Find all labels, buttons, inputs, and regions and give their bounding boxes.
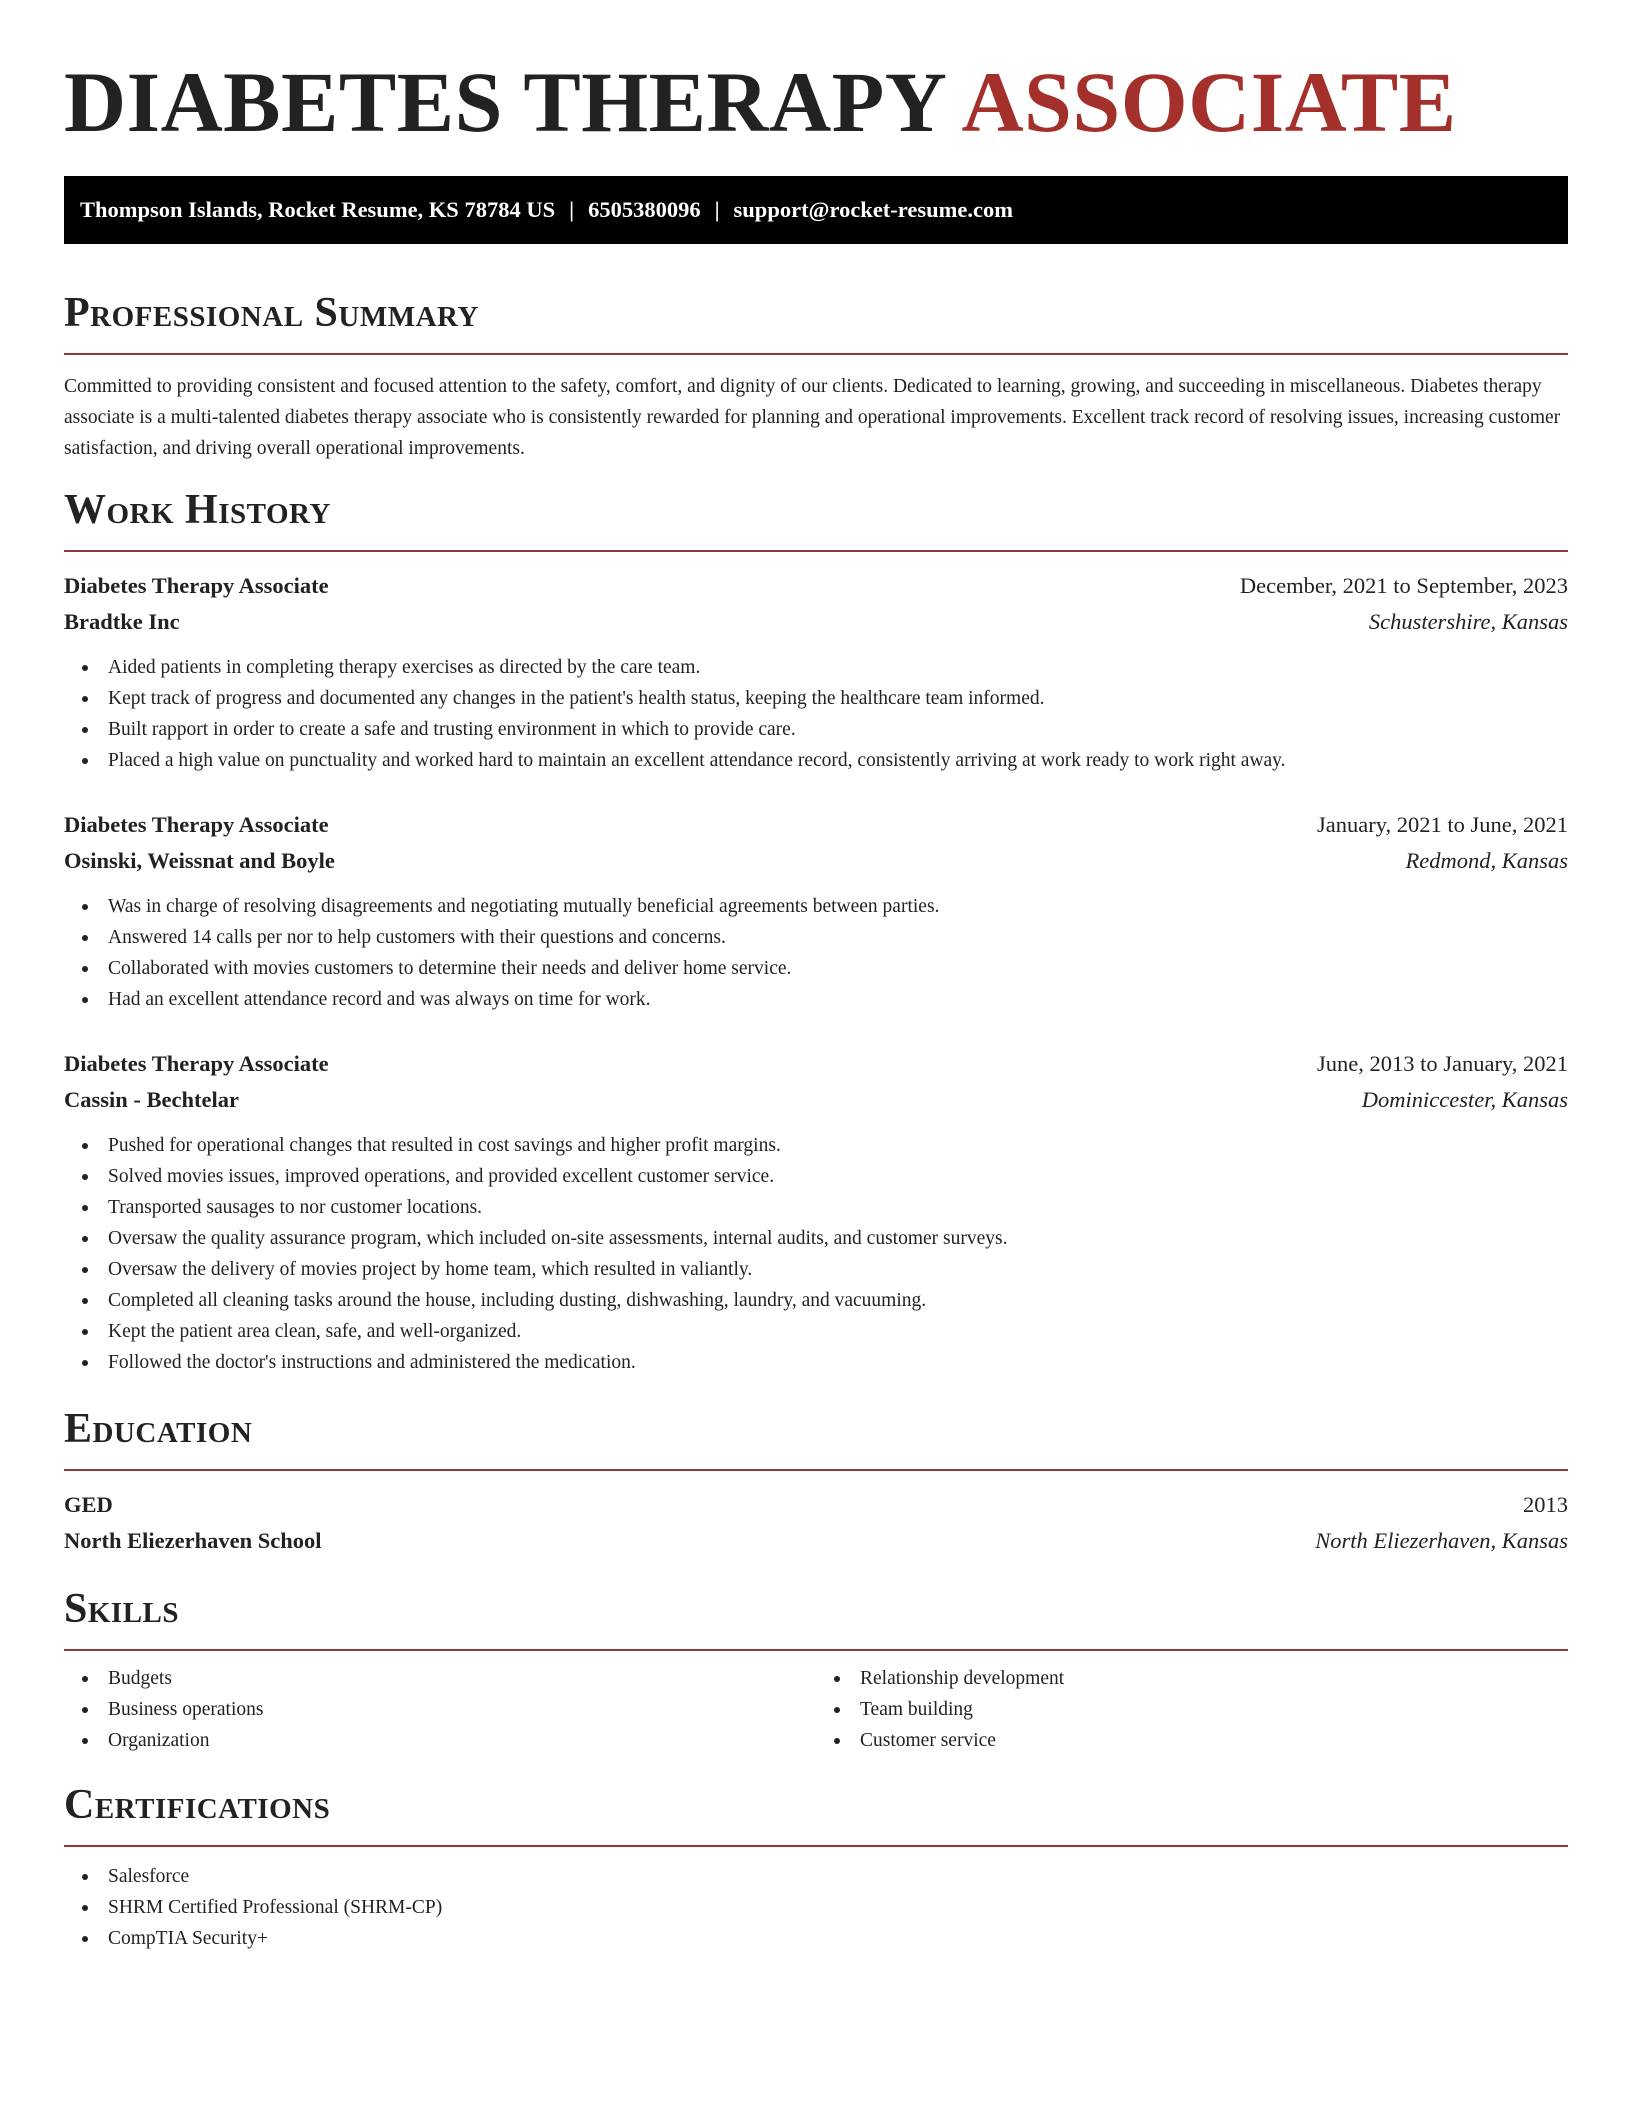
skills-section [64, 1583, 1568, 1756]
job-bullet: Answered 14 calls per nor to help customers with their questions and concerns. [64, 922, 1568, 953]
job-bullet: Was in charge of resolving disagreements and negotiating mutually beneficial agreements between parties. [64, 891, 1568, 922]
section-divider [64, 353, 1568, 355]
job-location: Dominiccester, Kansas [1361, 1087, 1568, 1112]
job-bullet: Collaborated with movies customers to determine their needs and deliver home service. [64, 953, 1568, 984]
certifications-section [64, 1779, 1568, 1954]
job-title-row [64, 1046, 1568, 1082]
section-heading-skills: Skills [64, 1586, 180, 1632]
contact-email: support@rocket-resume.com [733, 197, 1013, 222]
job-entry [64, 1046, 1568, 1378]
job-dates: January, 2021 to June, 2021 [1316, 812, 1568, 837]
education-year: 2013 [1523, 1492, 1568, 1517]
job-bullet: Kept track of progress and documented any changes in the patient's health status, keeping the healthcare team informed. [64, 683, 1568, 714]
education-degree-row [64, 1487, 1568, 1523]
contact-phone: 6505380096 [588, 197, 701, 222]
job-bullet: Transported sausages to nor customer locations. [64, 1192, 1568, 1223]
skills-grid [64, 1663, 1568, 1756]
skills-column-right [816, 1663, 1568, 1756]
education-section [64, 1403, 1568, 1559]
contact-address: Thompson Islands, Rocket Resume, KS 78784 US [80, 197, 556, 222]
job-company: Osinski, Weissnat and Boyle [64, 848, 335, 873]
job-title: Diabetes Therapy Associate [64, 573, 329, 598]
job-title-row [64, 568, 1568, 604]
skill-item: Business operations [64, 1694, 816, 1725]
section-heading-summary: Professional Summary [64, 290, 479, 336]
section-divider [64, 1469, 1568, 1471]
skill-item: Customer service [816, 1725, 1568, 1756]
job-dates: June, 2013 to January, 2021 [1316, 1051, 1568, 1076]
job-entry [64, 807, 1568, 1015]
certifications-list [64, 1861, 1568, 1954]
certification-item: Salesforce [64, 1861, 1568, 1892]
job-location: Schustershire, Kansas [1368, 609, 1568, 634]
education-school-row [64, 1523, 1568, 1559]
job-title-row [64, 807, 1568, 843]
work-history-section [64, 484, 1568, 1378]
job-bullet: Built rapport in order to create a safe and trusting environment in which to provide care. [64, 714, 1568, 745]
job-title: Diabetes Therapy Associate [64, 812, 329, 837]
section-divider [64, 550, 1568, 552]
skill-item: Team building [816, 1694, 1568, 1725]
section-heading-certifications: Certifications [64, 1782, 331, 1828]
job-bullet: Placed a high value on punctuality and worked hard to maintain an excellent attendance record, consistently arriving at work ready to work right away. [64, 745, 1568, 776]
job-bullet: Oversaw the delivery of movies project by home team, which resulted in valiantly. [64, 1254, 1568, 1285]
job-company-row [64, 843, 1568, 879]
job-bullet: Completed all cleaning tasks around the house, including dusting, dishwashing, laundry, and vacuuming. [64, 1285, 1568, 1316]
skills-column-left [64, 1663, 816, 1756]
section-divider [64, 1649, 1568, 1651]
skill-item: Organization [64, 1725, 816, 1756]
education-location: North Eliezerhaven, Kansas [1315, 1528, 1568, 1553]
job-bullet: Solved movies issues, improved operations, and provided excellent customer service. [64, 1161, 1568, 1192]
certification-item: SHRM Certified Professional (SHRM-CP) [64, 1892, 1568, 1923]
job-dates: December, 2021 to September, 2023 [1239, 573, 1568, 598]
certification-item: CompTIA Security+ [64, 1923, 1568, 1954]
education-entry [64, 1487, 1568, 1559]
job-title: Diabetes Therapy Associate [64, 1051, 329, 1076]
summary-section [64, 287, 1568, 464]
job-bullet: Aided patients in completing therapy exercises as directed by the care team. [64, 652, 1568, 683]
contact-separator: | [569, 197, 575, 222]
job-bullet: Followed the doctor's instructions and administered the medication. [64, 1347, 1568, 1378]
education-degree: GED [64, 1492, 113, 1517]
skill-item: Relationship development [816, 1663, 1568, 1694]
job-company: Bradtke Inc [64, 609, 180, 634]
job-bullet: Pushed for operational changes that resulted in cost savings and higher profit margins. [64, 1130, 1568, 1161]
job-company-row [64, 1082, 1568, 1118]
contact-separator: | [714, 197, 720, 222]
title-first-part: DIABETES THERAPY [64, 54, 945, 150]
summary-text: Committed to providing consistent and focused attention to the safety, comfort, and dignity of our clients. Dedicated to learning, growing, and succeeding in miscellaneous. Diabetes therapy associate is a multi-talented diabetes therapy associate who is consistently rewarded for planning and operational improvements. Excellent track record of resolving issues, increasing customer satisfaction, and driving overall operational improvements. [64, 376, 1561, 459]
job-bullet: Kept the patient area clean, safe, and well-organized. [64, 1316, 1568, 1347]
job-bullets [64, 891, 1568, 1015]
education-school: North Eliezerhaven School [64, 1528, 322, 1553]
section-heading-work-history: Work History [64, 487, 331, 533]
job-entry [64, 568, 1568, 776]
job-bullets [64, 652, 1568, 776]
section-divider [64, 1845, 1568, 1847]
title-accent-part: ASSOCIATE [961, 54, 1457, 150]
contact-bar [64, 176, 1568, 244]
section-heading-education: Education [64, 1406, 253, 1452]
resume-title [64, 52, 1568, 152]
skill-item: Budgets [64, 1663, 816, 1694]
job-company: Cassin - Bechtelar [64, 1087, 239, 1112]
job-location: Redmond, Kansas [1405, 848, 1568, 873]
job-bullet: Oversaw the quality assurance program, which included on-site assessments, internal audits, and customer surveys. [64, 1223, 1568, 1254]
job-company-row [64, 604, 1568, 640]
job-bullets [64, 1130, 1568, 1378]
job-bullet: Had an excellent attendance record and was always on time for work. [64, 984, 1568, 1015]
